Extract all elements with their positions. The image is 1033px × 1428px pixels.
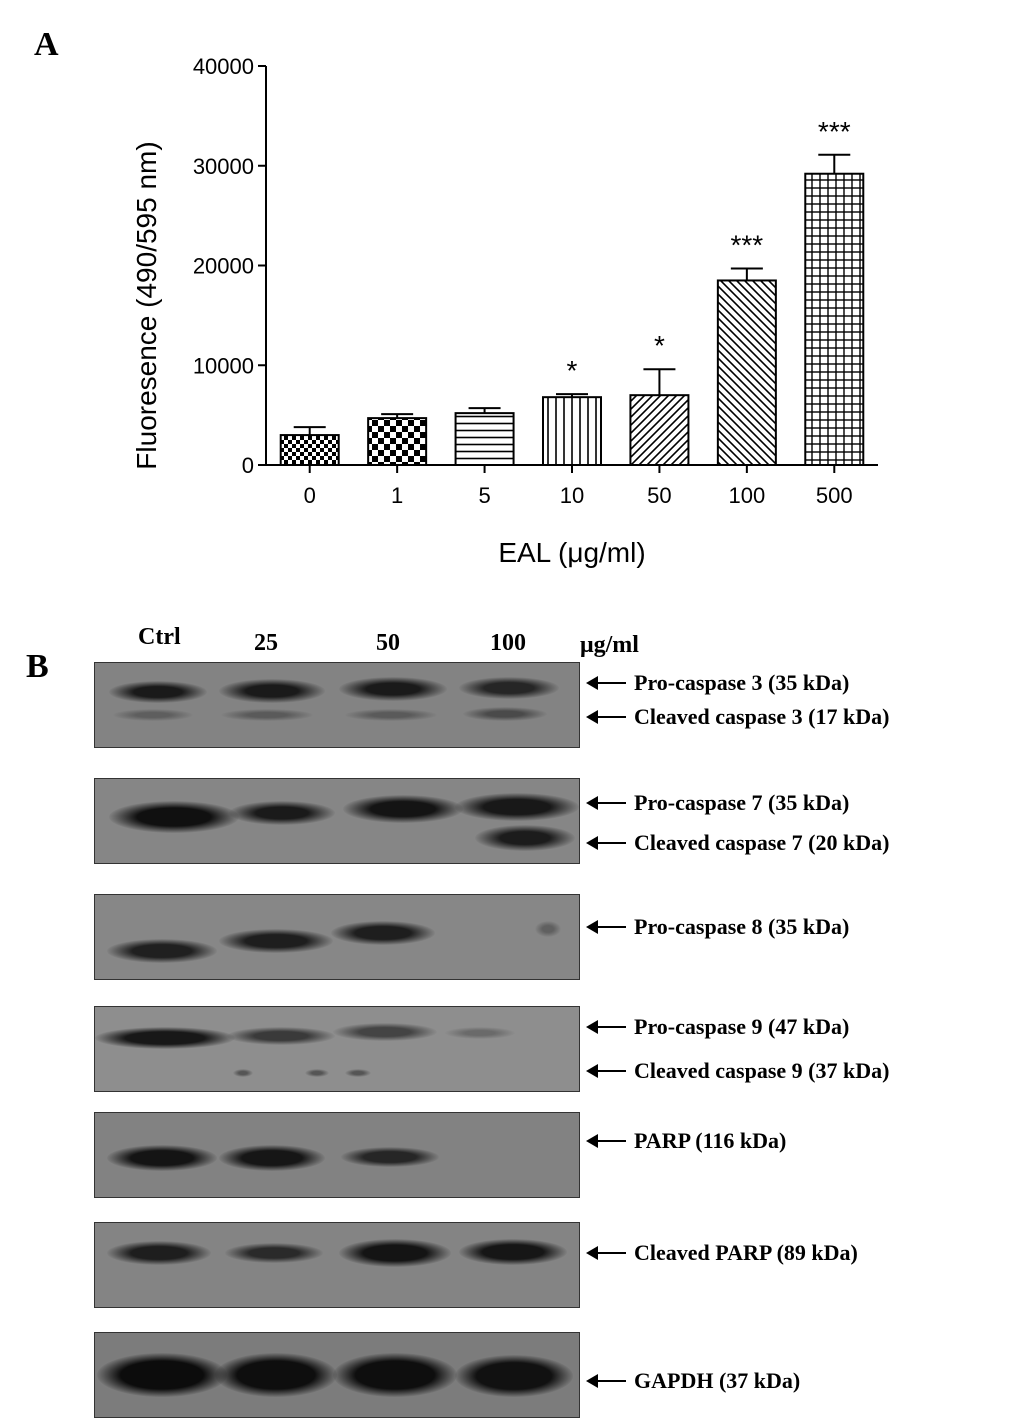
band — [339, 677, 447, 701]
band — [109, 801, 239, 833]
x-tick-label: 5 — [478, 483, 491, 508]
band — [343, 795, 463, 823]
y-axis-label: Fluoresence (490/595 nm) — [131, 141, 162, 470]
band — [215, 1353, 337, 1397]
band — [221, 709, 313, 721]
band — [463, 707, 547, 721]
blot-caspase-9 — [94, 1006, 580, 1092]
band — [341, 1147, 439, 1167]
bar — [543, 397, 601, 465]
lane-label-50: 50 — [376, 630, 400, 656]
significance-label: * — [653, 330, 665, 362]
arrow-left-icon — [588, 1070, 626, 1072]
bar — [456, 413, 514, 465]
significance-label: *** — [817, 115, 851, 147]
label-pro-caspase-3: Pro-caspase 3 (35 kDa) — [588, 670, 849, 696]
label-pro-caspase-9: Pro-caspase 9 (47 kDa) — [588, 1014, 849, 1040]
blot-gapdh — [94, 1332, 580, 1418]
arrow-left-icon — [588, 926, 626, 928]
band — [339, 1239, 451, 1267]
band — [107, 1145, 217, 1171]
arrow-left-icon — [588, 1380, 626, 1382]
bar — [805, 174, 863, 465]
x-tick-label: 0 — [303, 483, 316, 508]
bar — [368, 418, 426, 465]
y-tick-label: 30000 — [192, 153, 254, 179]
band — [305, 1069, 329, 1077]
y-tick-label: 40000 — [192, 54, 254, 79]
band — [107, 939, 217, 963]
band — [455, 793, 579, 821]
label-pro-caspase-8: Pro-caspase 8 (35 kDa) — [588, 914, 849, 940]
y-tick-label: 0 — [241, 453, 254, 478]
band — [445, 1027, 515, 1039]
blot-caspase-3 — [94, 662, 580, 748]
band — [107, 1241, 211, 1265]
panel-a-letter: A — [34, 26, 59, 63]
arrow-left-icon — [588, 716, 626, 718]
blot-cleaved-parp — [94, 1222, 580, 1308]
band — [535, 921, 561, 937]
y-tick-label: 20000 — [192, 253, 254, 279]
bar — [630, 395, 688, 465]
band — [225, 1243, 323, 1263]
blot-parp — [94, 1112, 580, 1198]
band — [113, 709, 193, 721]
x-tick-label: 500 — [815, 483, 853, 508]
arrow-left-icon — [588, 842, 626, 844]
x-axis-label: EAL (μg/ml) — [498, 537, 646, 568]
arrow-left-icon — [588, 802, 626, 804]
bar — [281, 435, 339, 465]
arrow-left-icon — [588, 1252, 626, 1254]
significance-label: *** — [730, 229, 764, 261]
label-cleaved-caspase-9: Cleaved caspase 9 (37 kDa) — [588, 1058, 889, 1084]
x-tick-label: 50 — [647, 483, 672, 508]
band — [459, 1239, 567, 1265]
x-tick-label: 100 — [728, 483, 766, 508]
band — [331, 921, 435, 945]
band — [459, 677, 559, 699]
panel-b-letter: B — [26, 648, 49, 685]
label-gapdh: GAPDH (37 kDa) — [588, 1368, 800, 1394]
arrow-left-icon — [588, 1140, 626, 1142]
lane-unit-label: μg/ml — [580, 632, 639, 658]
blot-caspase-8 — [94, 894, 580, 980]
x-tick-label: 10 — [559, 483, 585, 508]
y-tick-label: 10000 — [192, 353, 254, 379]
bar-chart — [0, 0, 1033, 600]
x-tick-label: 1 — [391, 483, 404, 508]
band — [345, 709, 437, 721]
band — [227, 1027, 335, 1045]
bar — [718, 280, 776, 465]
label-cleaved-caspase-7: Cleaved caspase 7 (20 kDa) — [588, 830, 889, 856]
significance-label: * — [566, 355, 578, 387]
label-cleaved-caspase-3: Cleaved caspase 3 (17 kDa) — [588, 704, 889, 730]
lane-label-25: 25 — [254, 630, 278, 656]
band — [333, 1023, 437, 1041]
lane-label-ctrl: Ctrl — [138, 624, 181, 650]
band — [333, 1353, 457, 1397]
arrow-left-icon — [588, 682, 626, 684]
band — [219, 1145, 325, 1171]
band — [455, 1355, 573, 1397]
label-parp: PARP (116 kDa) — [588, 1128, 786, 1154]
band — [475, 825, 575, 851]
band — [233, 1069, 253, 1077]
label-pro-caspase-7: Pro-caspase 7 (35 kDa) — [588, 790, 849, 816]
blot-caspase-7 — [94, 778, 580, 864]
band — [109, 681, 207, 703]
band — [97, 1353, 227, 1397]
band — [219, 929, 333, 953]
band — [345, 1069, 371, 1077]
band — [229, 801, 335, 825]
band — [95, 1027, 235, 1049]
label-cleaved-parp: Cleaved PARP (89 kDa) — [588, 1240, 858, 1266]
arrow-left-icon — [588, 1026, 626, 1028]
band — [219, 679, 325, 703]
lane-label-100: 100 — [490, 630, 526, 656]
